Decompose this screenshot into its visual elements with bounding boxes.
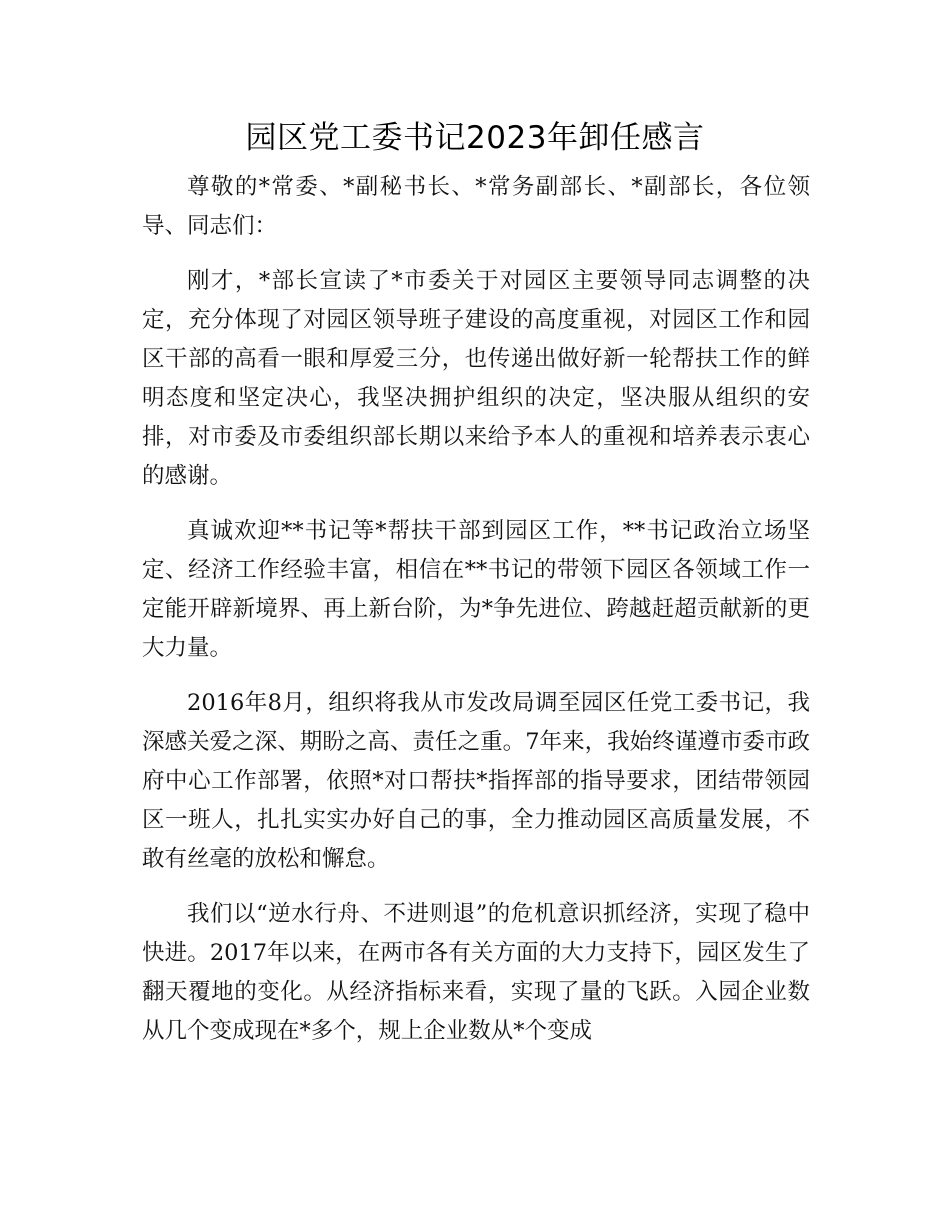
paragraph-3: 2016年8月，组织将我从市发改局调至园区任党工委书记，我深感关爱之深、期盼之高、责任之重。7年来，我始终谨遵市委市政府中心工作部署，依照*对口帮扶*指挥部的指导要求，团结带领园区一班人，扎扎实实办好自己的事，全力推动园区高质量发展，不敢有丝毫的放松和懈怠。 xyxy=(142,690,810,872)
paragraph-2: 真诚欢迎**书记等*帮扶干部到园区工作，**书记政治立场坚定、经济工作经验丰富，相信在**书记的带领下园区各领域工作一定能开辟新境界、再上新台阶，为*争先进位、跨越赶超贡献新的更大力量。 xyxy=(142,518,810,661)
paragraph-4: 我们以“逆水行舟、不进则退”的危机意识抓经济，实现了稳中快进。2017年以来，在两市各有关方面的大力支持下，园区发生了翻天覆地的变化。从经济指标来看，实现了量的飞跃。入园企业数从几个变成现在*多个，规上企业数从*个变成 xyxy=(142,901,810,1044)
paragraph-salutation: 尊敬的*常委、*副秘书长、*常务副部长、*副部长，各位领导、同志们： xyxy=(142,174,810,239)
paragraph-1: 刚才，*部长宣读了*市委关于对园区主要领导同志调整的决定，充分体现了对园区领导班子建设的高度重视，对园区工作和园区干部的高看一眼和厚爱三分，也传递出做好新一轮帮扶工作的鲜明态度和坚定决心，我坚决拥护组织的决定，坚决服从组织的安排，对市委及市委组织部长期以来给予本人的重视和培养表示衷心的感谢。 xyxy=(142,268,810,489)
document-body xyxy=(142,168,810,1067)
document-title: 园区党工委书记2023年卸任感言 xyxy=(245,120,705,156)
